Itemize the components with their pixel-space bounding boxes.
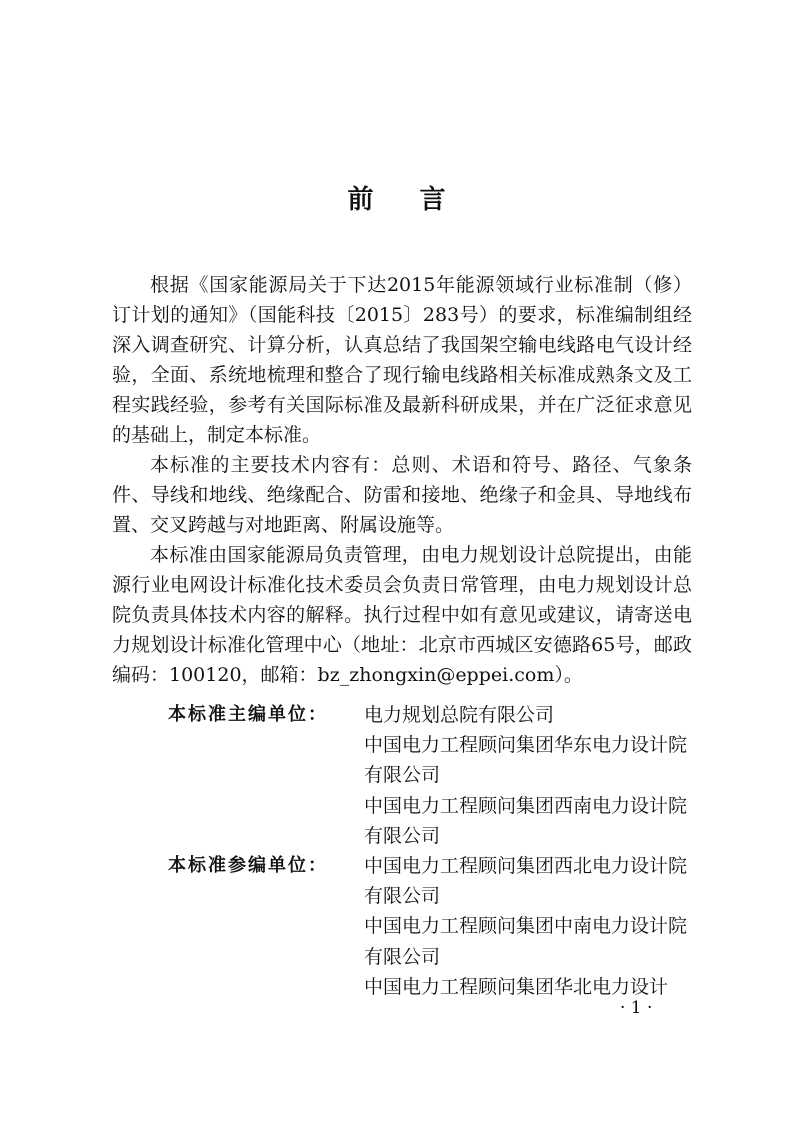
preface-body: [112, 270, 692, 690]
co-editor-row: [168, 851, 698, 1002]
paragraph-contents: 本标准的主要技术内容有：总则、术语和符号、路径、气象条件、导线和地线、绝缘配合、防雷和接地、绝缘子和金具、导地线布置、交叉跨越与对地距离、附属设施等。: [112, 454, 692, 536]
chief-editor-item: 电力规划总院有限公司: [364, 704, 555, 726]
page-title: 前言: [347, 185, 492, 215]
co-editor-item: 中国电力工程顾问集团中南电力设计院有限公司: [364, 915, 688, 968]
co-editor-label: 本标准参编单位：: [168, 855, 328, 877]
chief-editor-item: 中国电力工程顾问集团西南电力设计院有限公司: [364, 794, 688, 847]
co-editor-item: 中国电力工程顾问集团西北电力设计院有限公司: [364, 855, 688, 908]
co-editor-item: 中国电力工程顾问集团华北电力设计: [364, 975, 669, 998]
chief-editor-list: [364, 700, 698, 851]
chief-editor-item: 中国电力工程顾问集团华东电力设计院有限公司: [364, 734, 688, 787]
editor-units: [168, 700, 698, 1002]
chief-editor-label: 本标准主编单位：: [168, 704, 328, 725]
co-editor-list: [364, 851, 698, 1002]
paragraph-management: 本标准由国家能源局负责管理，由电力规划设计总院提出，由能源行业电网设计标准化技术委员会负责日常管理，由电力规划设计总院负责具体技术内容的解释。执行过程中如有意见或建议，请寄送电力规划设计标准化管理中心（地址：北京市西城区安德路65号，邮政编码：100120，邮箱：bz_zhongxin@eppei.com）。: [112, 544, 692, 686]
paragraph-basis: 根据《国家能源局关于下达2015年能源领域行业标准制（修）订计划的通知》（国能科技〔2015〕283号）的要求，标准编制组经深入调查研究、计算分析，认真总结了我国架空输电线路电气设计经验，全面、系统地梳理和整合了现行输电线路相关标准成熟条文及工程实践经验，参考有关国际标准及最新科研成果，并在广泛征求意见的基础上，制定本标准。: [112, 274, 692, 446]
page-number: · 1 ·: [620, 998, 653, 1018]
chief-editor-row: [168, 700, 698, 851]
